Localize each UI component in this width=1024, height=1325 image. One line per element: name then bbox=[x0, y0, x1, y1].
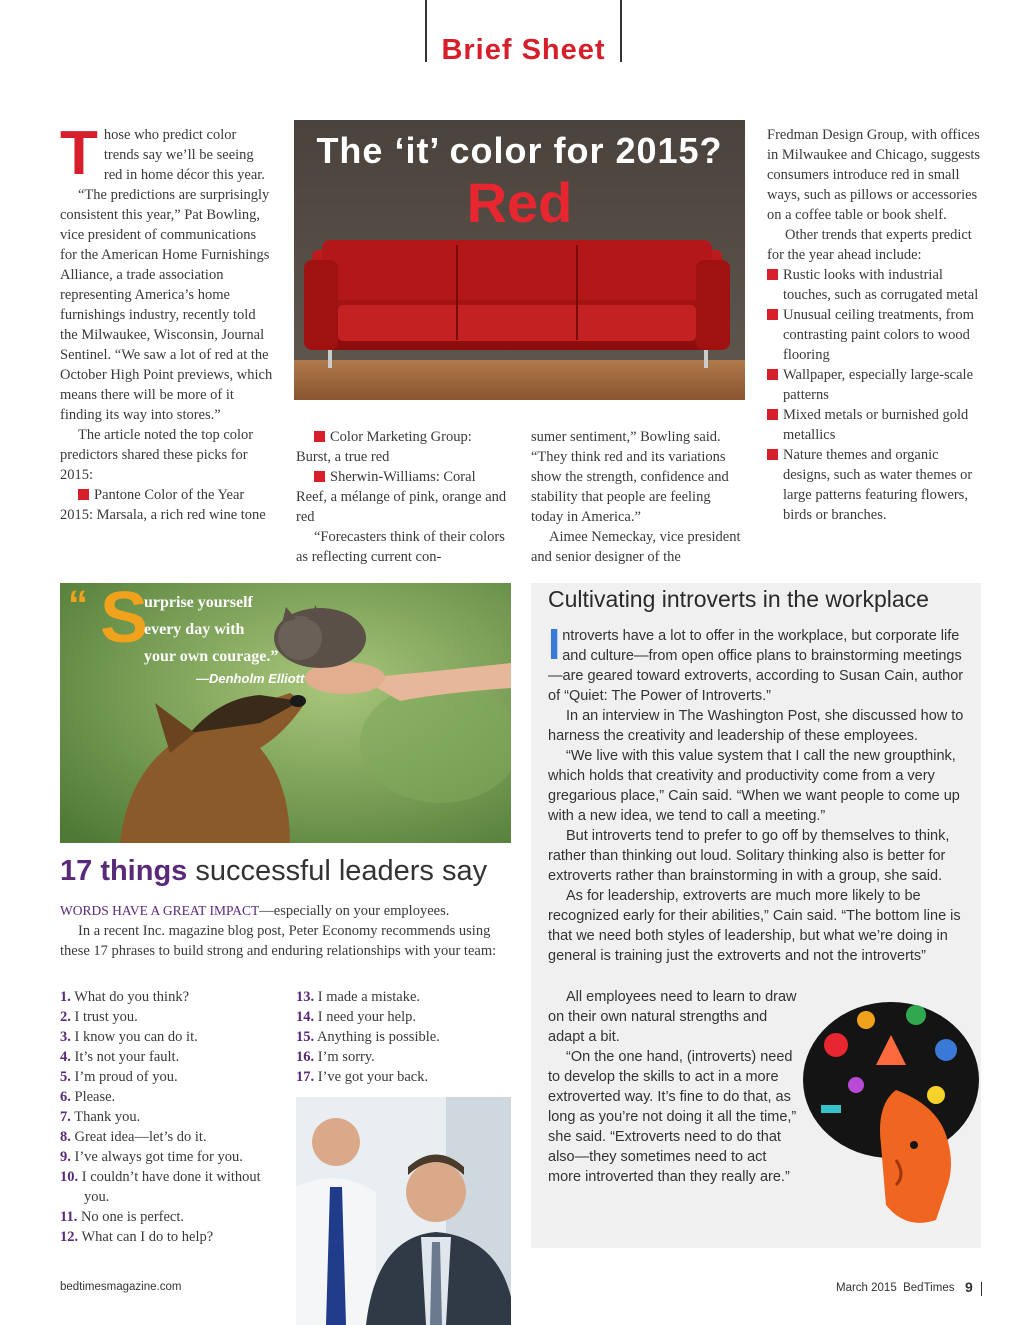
list-item: 4. It’s not your fault. bbox=[60, 1049, 180, 1065]
introverts-para: As for leadership, extroverts are much more likely to be recognized early for their abilities,” Cain said. “The bottom line is that we need both styles of leadership, but what we’re doing in general is training just the extroverts and not the introverts” bbox=[548, 888, 961, 964]
bullet-item: Sherwin-Williams: Coral Reef, a mélange of pink, orange and red bbox=[296, 469, 507, 525]
list-item: 3. I know you can do it. bbox=[60, 1029, 198, 1045]
list-item: 12. What can I do to help? bbox=[60, 1229, 214, 1245]
leaders-intro-text: In a recent Inc. magazine blog post, Peter Economy recommends using these 17 phrases to build strong and enduring relationships with your team: bbox=[60, 923, 497, 959]
list-item: 8. Great idea—let’s do it. bbox=[60, 1129, 207, 1145]
introverts-para: But introverts tend to prefer to go off by themselves to think, rather than thinking out loud. Solitary thinking also is better for extroverts rather than brainstorming in with a group, she said. bbox=[548, 828, 950, 884]
bullet-square-icon bbox=[767, 369, 778, 380]
red-article-para: “Forecasters think of their colors as reflecting current con- bbox=[296, 529, 505, 565]
sofa-image-title: The ‘it’ color for 2015? bbox=[316, 130, 723, 171]
introverts-para: “On the one hand, (introverts) need to develop the skills to act in a more extroverted way. It’s fine to do that, as long as you’re not doing it all the time,” she said. “Extroverts need to do that also—they sometimes need to act more introverted than they really are.” bbox=[548, 1049, 797, 1185]
list-item: 11. No one is perfect. bbox=[60, 1209, 185, 1225]
page-number: 9 bbox=[965, 1279, 973, 1295]
introverts-drop-cap: I bbox=[548, 620, 561, 669]
list-item: 9. I’ve always got time for you. bbox=[60, 1149, 243, 1165]
red-article-col4 bbox=[767, 125, 981, 525]
office-photo bbox=[296, 1097, 511, 1325]
red-article-para: “The predictions are surprisingly consistent this year,” Pat Bowling, vice president of communications for the American Home Furnishings Alliance, a trade association representing America’s home furnishings industry, recently told the Milwaukee, Wisconsin, Journal Sentinel. “We saw a lot of red at the October High Point previews, which means there will be more of it finding its way into stores.” bbox=[60, 187, 273, 423]
quote-author: —Denholm Elliott bbox=[196, 671, 305, 686]
list-item: 6. Please. bbox=[60, 1089, 116, 1105]
bullet-square-icon bbox=[767, 269, 778, 280]
introverts-para: ntroverts have a lot to offer in the workplace, but corporate life and culture—from open office plans to brainstorming meetings—are geared toward extroverts, according to Susan Cain, author of “Quiet: The Power of Introverts.” bbox=[548, 628, 964, 704]
bullet-square-icon bbox=[314, 471, 325, 482]
drop-cap: T bbox=[60, 119, 98, 188]
leaders-lead-caps: WORDS HAVE A GREAT IMPACT bbox=[60, 903, 260, 918]
footer-site: bedtimesmagazine.com bbox=[60, 1281, 182, 1293]
list-item: 16. I’m sorry. bbox=[296, 1049, 375, 1065]
red-article-para: Other trends that experts predict for the year ahead include: bbox=[767, 227, 972, 263]
introverts-para: “We live with this value system that I call the new groupthink, which holds that creativity and productivity come from a very gregarious place,” Cain said. “When we want people to come up with a new idea, we tend to call a meeting.” bbox=[548, 748, 960, 824]
businessmen-photo bbox=[296, 1097, 511, 1325]
footer-rule bbox=[981, 1282, 982, 1296]
red-article-para: The article noted the top color predictors shared these picks for 2015: bbox=[60, 427, 254, 483]
red-article-col1 bbox=[60, 119, 274, 525]
red-article-para: hose who predict color trends say we’ll be seeing red in home décor this year. bbox=[103, 127, 265, 183]
bullet-item: Nature themes and organic designs, such as water themes or large patterns featuring flowers, birds or branches. bbox=[783, 447, 973, 523]
leaders-list-right bbox=[296, 987, 511, 1087]
introverts-title: Cultivating introverts in the workplace bbox=[548, 586, 929, 612]
bullet-square-icon bbox=[767, 309, 778, 320]
footer-issue: March 2015 BedTimes bbox=[836, 1282, 955, 1294]
bullet-square-icon bbox=[767, 449, 778, 460]
head-full-of-ideas-icon bbox=[796, 995, 981, 1235]
quote-mark: “ bbox=[68, 583, 88, 627]
list-item: 15. Anything is possible. bbox=[296, 1029, 440, 1045]
bullet-square-icon bbox=[767, 409, 778, 420]
red-article-col3 bbox=[531, 427, 745, 567]
page-title: Brief Sheet bbox=[441, 34, 606, 66]
quote-drop-cap: S bbox=[100, 583, 149, 658]
leaders-intro bbox=[60, 901, 511, 961]
bullet-square-icon bbox=[78, 489, 89, 500]
leaders-list-left bbox=[60, 987, 285, 1247]
red-article-para: Fredman Design Group, with offices in Milwaukee and Chicago, suggests consumers introduce red in small ways, such as pillows or accessories on a coffee table or book shelf. bbox=[767, 127, 981, 223]
list-item: 2. I trust you. bbox=[60, 1009, 138, 1025]
creative-head-illustration bbox=[796, 995, 981, 1235]
leaders-title bbox=[60, 855, 520, 888]
introverts-body-top bbox=[548, 620, 964, 966]
bullet-item: Color Marketing Group: Burst, a true red bbox=[296, 429, 472, 465]
quote-line: every day with bbox=[144, 621, 245, 638]
introverts-para: In an interview in The Washington Post, she discussed how to harness the creativity and leadership of these employees. bbox=[548, 708, 964, 744]
list-item: 14. I need your help. bbox=[296, 1009, 416, 1025]
quote-line: urprise yourself bbox=[144, 594, 253, 611]
quote-photo bbox=[60, 583, 511, 843]
introverts-para: All employees need to learn to draw on their own natural strengths and adapt a bit. bbox=[548, 989, 797, 1045]
leaders-title-rest: successful leaders say bbox=[195, 855, 488, 887]
bullet-item: Pantone Color of the Year 2015: Marsala, a rich red wine tone bbox=[60, 487, 266, 523]
list-item: 5. I’m proud of you. bbox=[60, 1069, 178, 1085]
list-item: 7. Thank you. bbox=[60, 1109, 141, 1125]
list-item: 17. I’ve got your back. bbox=[296, 1069, 429, 1085]
red-article-col2 bbox=[296, 427, 508, 567]
leaders-title-bold: 17 things bbox=[60, 855, 188, 887]
bullet-square-icon bbox=[314, 431, 325, 442]
quote-text bbox=[144, 589, 278, 670]
quote-line: your own courage.” bbox=[144, 648, 279, 665]
red-article-para: sumer sentiment,” Bowling said. “They think red and its variations show the strength, confidence and stability that people are feeling today in America.” bbox=[531, 429, 729, 525]
bullet-item: Rustic looks with industrial touches, such as corrugated metal bbox=[783, 267, 979, 303]
red-article-para: Aimee Nemeckay, vice president and senior designer of the bbox=[531, 529, 741, 565]
bullet-item: Mixed metals or burnished gold metallics bbox=[783, 407, 969, 443]
sofa-image bbox=[294, 120, 745, 400]
introverts-body-bottom bbox=[548, 987, 800, 1187]
bullet-item: Wallpaper, especially large-scale patterns bbox=[783, 367, 974, 403]
bullet-item: Unusual ceiling treatments, from contrasting paint colors to wood flooring bbox=[783, 307, 974, 363]
leaders-lead-rest: —especially on your employees. bbox=[259, 903, 450, 919]
list-item: 10. I couldn’t have done it without you. bbox=[60, 1169, 261, 1205]
list-item: 1. What do you think? bbox=[60, 989, 190, 1005]
sofa-image-subtitle: Red bbox=[466, 171, 573, 234]
list-item: 13. I made a mistake. bbox=[296, 989, 421, 1005]
